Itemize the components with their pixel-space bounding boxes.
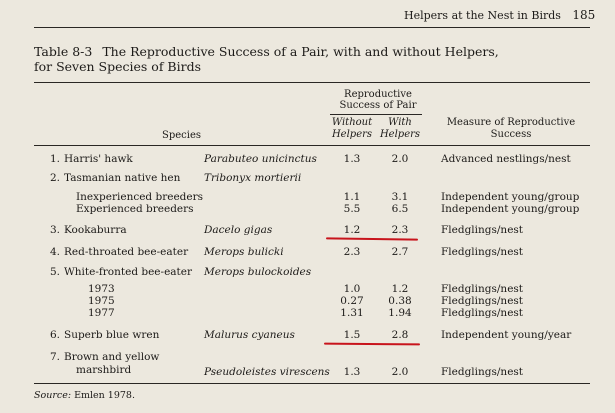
value-with: 2.0	[391, 366, 409, 378]
row-number: 4.	[50, 246, 61, 258]
measure: Fledglings/nest	[441, 224, 524, 236]
header-species: Species	[162, 130, 202, 141]
measure: Independent young/group	[441, 191, 580, 203]
red-underline	[324, 343, 420, 346]
row-number: 7.	[50, 351, 61, 363]
species-name: Red-throated bee-eater	[64, 246, 189, 258]
species-name: Kookaburra	[64, 224, 127, 236]
measure: Fledglings/nest	[441, 307, 524, 319]
red-underline	[326, 237, 418, 240]
value-with: 1.2	[391, 283, 409, 295]
header-success-of-pair: Success of Pair	[339, 100, 417, 111]
running-head	[404, 8, 595, 22]
value-without: 5.5	[343, 203, 361, 215]
latin-name: Pseudoleistes virescens	[204, 366, 330, 378]
latin-name: Malurus cyaneus	[204, 329, 295, 341]
value-without: 2.3	[343, 246, 361, 258]
value-without: 1.3	[343, 366, 361, 378]
measure: Fledglings/nest	[441, 246, 524, 258]
source-note	[34, 390, 135, 401]
value-without: 0.27	[340, 295, 364, 307]
header-group-rule	[330, 114, 422, 115]
sub-label: 1977	[88, 307, 115, 319]
value-without: 1.0	[343, 283, 361, 295]
value-with: 2.8	[391, 329, 409, 341]
table-top-rule	[34, 82, 590, 83]
value-with: 0.38	[388, 295, 412, 307]
value-with: 1.94	[388, 307, 412, 319]
latin-name: Merops bulockoides	[204, 266, 312, 278]
measure: Fledglings/nest	[441, 283, 524, 295]
value-without: 1.3	[343, 153, 361, 165]
table-title-line1: The Reproductive Success of a Pair, with and without Helpers,	[102, 44, 499, 59]
value-with: 2.7	[391, 246, 409, 258]
latin-name: Parabuteo unicinctus	[204, 153, 317, 165]
value-without: 1.31	[340, 307, 364, 319]
value-without: 1.5	[343, 329, 361, 341]
table-title-line2: for Seven Species of Birds	[34, 59, 201, 74]
species-name: Superb blue wren	[64, 329, 160, 341]
sub-label: 1975	[88, 295, 115, 307]
table-bottom-rule	[34, 383, 590, 384]
species-name: Brown and yellow	[64, 351, 160, 363]
header-with-helpers: Helpers	[379, 129, 421, 140]
value-with: 3.1	[391, 191, 409, 203]
row-number: 6.	[50, 329, 61, 341]
sub-label: Inexperienced breeders	[76, 191, 203, 203]
header-measure-success: Success	[490, 129, 532, 140]
table-title	[34, 44, 499, 59]
latin-name: Merops bulicki	[204, 246, 284, 258]
source-text: Emlen 1978.	[74, 390, 136, 401]
value-with: 6.5	[391, 203, 409, 215]
header-without-helpers: Helpers	[331, 129, 373, 140]
header-without: Without	[331, 117, 373, 128]
sub-label: Experienced breeders	[76, 203, 194, 215]
species-name-cont: marshbird	[76, 364, 132, 376]
header-bottom-rule	[34, 145, 590, 146]
species-name: White-fronted bee-eater	[64, 266, 192, 278]
row-number: 2.	[50, 172, 61, 184]
value-without: 1.2	[343, 224, 361, 236]
header-measure: Measure of Reproductive	[446, 117, 576, 128]
running-head-rule	[34, 27, 590, 28]
header-reproductive: Reproductive	[344, 89, 412, 100]
source-label: Source:	[34, 390, 72, 401]
measure: Advanced nestlings/nest	[441, 153, 571, 165]
row-number: 1.	[50, 153, 61, 165]
value-without: 1.1	[343, 191, 361, 203]
species-name: Tasmanian native hen	[64, 172, 181, 184]
value-with: 2.0	[391, 153, 409, 165]
table-label: Table 8-3	[34, 44, 93, 59]
row-number: 3.	[50, 224, 61, 236]
sub-label: 1973	[88, 283, 115, 295]
row-number: 5.	[50, 266, 61, 278]
header-with: With	[388, 117, 412, 128]
measure: Independent young/year	[441, 329, 572, 341]
latin-name: Dacelo gigas	[204, 224, 273, 236]
running-head-title: Helpers at the Nest in Birds	[404, 9, 561, 22]
measure: Independent young/group	[441, 203, 580, 215]
value-with: 2.3	[391, 224, 409, 236]
measure: Fledglings/nest	[441, 366, 524, 378]
species-name: Harris' hawk	[64, 153, 133, 165]
page-number: 185	[572, 8, 596, 22]
measure: Fledglings/nest	[441, 295, 524, 307]
latin-name: Tribonyx mortierii	[204, 172, 302, 184]
